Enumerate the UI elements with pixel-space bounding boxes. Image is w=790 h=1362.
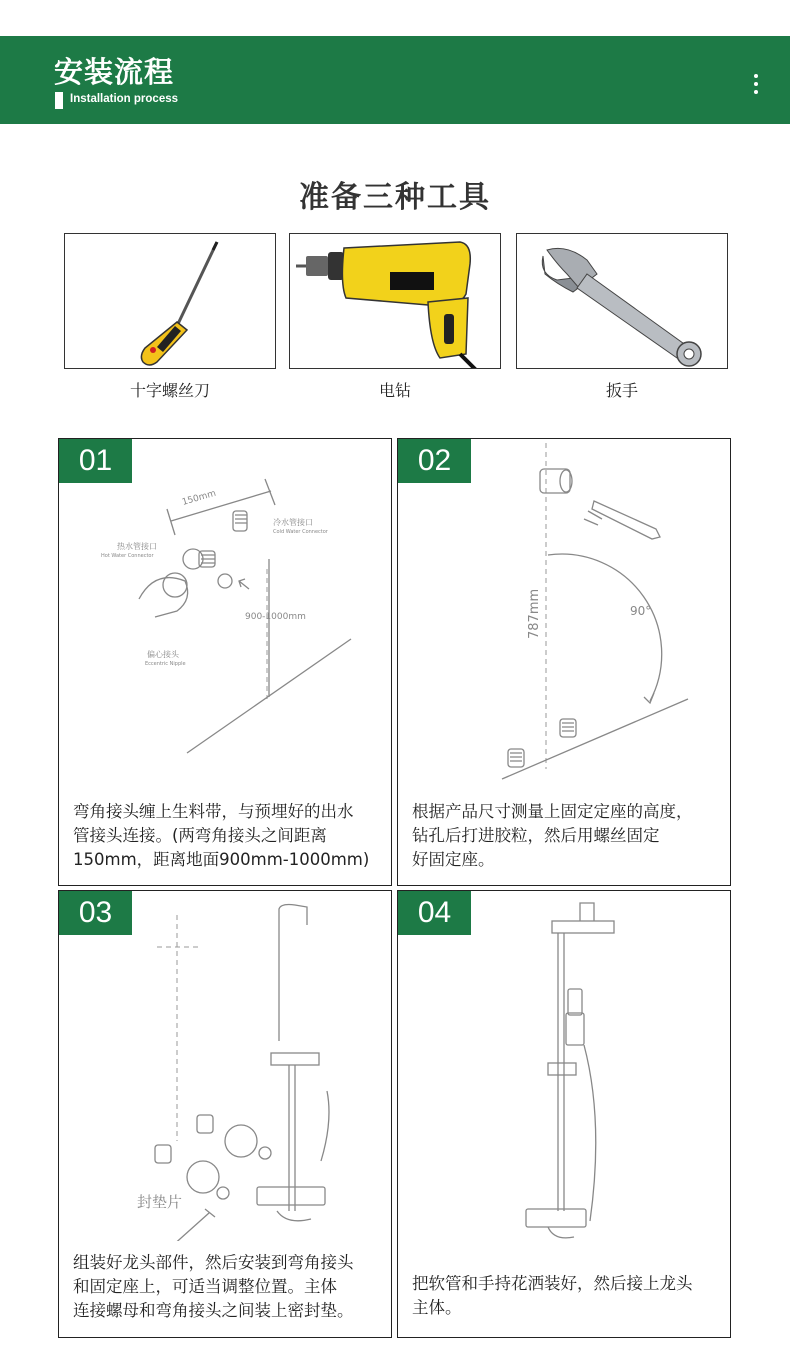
step-02-line: 好固定座。 xyxy=(412,850,495,869)
step-card-01 xyxy=(58,438,392,886)
cold-connector-label: 冷水管接口 xyxy=(273,518,313,527)
step-number-01: 01 xyxy=(59,439,132,483)
hot-connector-label: 热水管接口 xyxy=(117,542,157,551)
subtitle-bar xyxy=(55,92,63,109)
step-02-diagram xyxy=(398,439,731,789)
step-04-line: 主体。 xyxy=(412,1298,462,1317)
tool-image-screwdriver xyxy=(64,233,276,369)
wrench-icon xyxy=(517,234,728,369)
step-02-line: 根据产品尺寸测量上固定定座的高度， xyxy=(412,802,693,821)
hot-connector-en: Hot Water Connector xyxy=(101,553,154,559)
step-04-line: 把软管和手持花洒装好，然后接上龙头 xyxy=(412,1274,693,1293)
step-03-diagram xyxy=(59,891,392,1241)
gasket-label: 封垫片 xyxy=(137,1193,183,1211)
page-title: 安装流程 xyxy=(54,55,175,89)
angle-label: 90° xyxy=(630,604,652,618)
step-number-04: 04 xyxy=(398,891,471,935)
tool-label-wrench: 扳手 xyxy=(605,381,638,400)
step-desc-04 xyxy=(412,1272,722,1320)
step-01-diagram xyxy=(59,439,392,789)
tool-label-drill: 电钻 xyxy=(378,381,411,400)
step-03-line: 连接螺母和弯角接头之间装上密封垫。 xyxy=(73,1301,354,1320)
step-desc-02 xyxy=(412,800,722,872)
cold-connector-en: Cold Water Connector xyxy=(273,529,328,535)
screwdriver-icon xyxy=(65,234,276,369)
page-subtitle: Installation process xyxy=(70,93,179,105)
step-number-02: 02 xyxy=(398,439,471,483)
step-desc-01 xyxy=(73,800,383,872)
header-banner xyxy=(0,36,790,124)
dim-150-label: 150mm xyxy=(181,488,218,508)
tools-heading: 准备三种工具 xyxy=(299,180,491,215)
height-787-label: 787mm xyxy=(527,588,542,639)
more-vertical-icon[interactable] xyxy=(752,74,760,96)
tool-image-wrench xyxy=(516,233,728,369)
step-01-line: 150mm，距离地面900mm-1000mm) xyxy=(73,850,370,869)
step-card-02 xyxy=(397,438,731,886)
drill-icon xyxy=(290,234,501,369)
eccentric-label: 偏心接头 xyxy=(147,650,179,659)
step-01-line: 管接头连接。(两弯角接头之间距离 xyxy=(73,826,327,845)
step-card-03 xyxy=(58,890,392,1338)
step-02-line: 钻孔后打进胶粒，然后用螺丝固定 xyxy=(412,826,660,845)
step-04-diagram xyxy=(398,891,731,1261)
eccentric-en: Eccentric Nipple xyxy=(145,661,186,667)
step-03-line: 和固定座上，可适当调整位置。主体 xyxy=(73,1277,337,1296)
step-03-line: 组装好龙头部件，然后安装到弯角接头 xyxy=(73,1253,354,1272)
tool-image-drill xyxy=(289,233,501,369)
height-label: 900-1000mm xyxy=(245,612,306,622)
tool-label-screwdriver: 十字螺丝刀 xyxy=(129,381,210,400)
step-number-03: 03 xyxy=(59,891,132,935)
step-card-04 xyxy=(397,890,731,1338)
step-desc-03 xyxy=(73,1251,383,1323)
step-01-line: 弯角接头缠上生料带，与预埋好的出水 xyxy=(73,802,354,821)
